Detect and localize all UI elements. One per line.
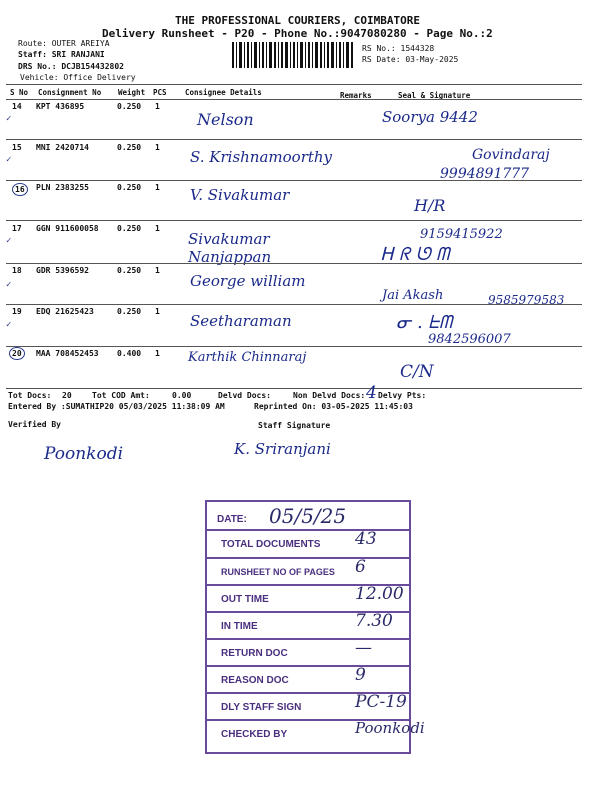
stamp-row-out-time	[207, 584, 409, 613]
stamp-row-return-doc	[207, 638, 409, 667]
stamp-row-total-documents	[207, 529, 409, 559]
row-signature-phone: 9994891777	[440, 166, 530, 182]
row-pcs: 1	[155, 143, 160, 152]
row-signature: Govindaraj	[472, 147, 550, 163]
row-consignment: MAA 708452453	[36, 349, 99, 358]
row-consignee: Nelson	[197, 110, 254, 129]
row-consignment: EDQ 21625423	[36, 307, 94, 316]
check-mark-icon: ✓	[6, 155, 12, 165]
staff-label: Staff: SRI RANJANI	[18, 50, 105, 59]
office-stamp	[205, 500, 425, 754]
row-pcs: 1	[155, 307, 160, 316]
table-bottom-rule	[6, 388, 582, 389]
stamp-row-label: IN TIME	[221, 621, 258, 632]
table-header-rule	[6, 99, 582, 100]
stamp-row-label: CHECKED BY	[221, 729, 288, 740]
row-sno: 15	[12, 143, 22, 152]
cod-value: 0.00	[172, 391, 192, 400]
rs-date: RS Date: 03-May-2025	[362, 55, 459, 64]
barcode	[232, 42, 354, 68]
entered-by: Entered By :SUMATHIP20 05/03/2025 11:38:09 AM	[8, 402, 225, 411]
vehicle-label: Vehicle: Office Delivery	[20, 73, 136, 82]
row-weight: 0.250	[117, 224, 142, 233]
stamp-row-reason-doc	[207, 665, 409, 694]
col-consignee: Consignee Details	[185, 88, 262, 97]
stamp-row-label: REASON DOC	[221, 675, 289, 686]
stamp-row-checked-by	[207, 719, 425, 752]
verified-by-label: Verified By	[8, 420, 61, 429]
col-pcs: PCS	[153, 88, 167, 97]
col-sno: S No	[10, 88, 29, 97]
row-weight: 0.400	[117, 349, 142, 358]
row-consignment: GGN 911600058	[36, 224, 99, 233]
table-top-rule	[6, 84, 582, 85]
row-pcs: 1	[155, 102, 160, 111]
row-consignee: S. Krishnamoorthy	[190, 148, 333, 166]
row-consignee: V. Sivakumar	[190, 186, 290, 204]
stamp-row-value: 43	[355, 529, 377, 549]
stamp-row-in-time	[207, 611, 409, 640]
row-remark-cn: C/N	[400, 362, 434, 382]
col-weight: Weight	[118, 88, 146, 97]
stamp-row-label: OUT TIME	[221, 594, 269, 605]
row-sno: 18	[12, 266, 22, 275]
check-mark-icon: ✓	[6, 236, 12, 246]
stamp-row-value: 12.00	[355, 584, 404, 604]
row-consignee: Sivakumar Nanjappan	[188, 230, 272, 266]
check-mark-icon: ✓	[6, 280, 12, 290]
row-signature-phone: 9842596007	[428, 332, 511, 347]
row-weight: 0.250	[117, 307, 142, 316]
stamp-row-label: RUNSHEET NO OF PAGES	[221, 567, 335, 577]
row-sno: 19	[12, 307, 22, 316]
stamp-row-staff-sign	[207, 692, 409, 721]
cod-label: Tot COD Amt:	[92, 391, 150, 400]
row-divider	[6, 180, 582, 181]
rs-no: RS No.: 1544328	[362, 44, 435, 53]
row-consignee: Seetharaman	[190, 312, 292, 330]
row-consignment: KPT 436895	[36, 102, 85, 111]
barcode-graphic	[232, 42, 354, 68]
row-weight: 0.250	[117, 102, 142, 111]
stamp-row-value: 9	[355, 665, 366, 685]
staff-signature: K. Sriranjani	[234, 440, 331, 458]
stamp-row-pages	[207, 557, 409, 586]
row-signature: H/R	[414, 196, 446, 215]
col-remarks: Remarks	[340, 91, 372, 100]
row-divider	[6, 220, 582, 221]
reprinted-on: Reprinted On: 03-05-2025 11:45:03	[254, 402, 413, 411]
row-sno: 17	[12, 224, 22, 233]
stamp-row-value: 7.30	[355, 611, 393, 631]
tot-docs-value: 20	[62, 391, 72, 400]
row-weight: 0.250	[117, 143, 142, 152]
stamp-row-label: TOTAL DOCUMENTS	[221, 539, 321, 550]
row-signature: Soorya 9442	[382, 108, 478, 126]
tot-docs-label: Tot Docs:	[8, 391, 52, 400]
row-consignee: Karthik Chinnaraj	[188, 350, 307, 365]
row-signature: 9159415922	[420, 227, 503, 242]
row-consignment: GDR 5396592	[36, 266, 89, 275]
row-divider	[6, 139, 582, 140]
row-pcs: 1	[155, 183, 160, 192]
stamp-date-label: DATE:	[217, 514, 247, 525]
row-pcs: 1	[155, 224, 160, 233]
stamp-row-label: RETURN DOC	[221, 648, 288, 659]
non-delvd-label: Non Delvd Docs:	[293, 391, 366, 400]
company-title: THE PROFESSIONAL COURIERS, COIMBATORE	[175, 14, 421, 27]
row-pcs: 1	[155, 349, 160, 358]
check-mark-icon: ✓	[6, 320, 12, 330]
row-consignment: MNI 2420714	[36, 143, 89, 152]
check-mark-icon: ✓	[6, 114, 12, 124]
col-consignment: Consignment No	[38, 88, 102, 97]
route-label: Route: OUTER AREIYA	[18, 39, 110, 48]
row-sno-circled: 16	[12, 183, 28, 196]
delvd-docs-label: Delvd Docs:	[218, 391, 271, 400]
row-signature: Jai Akash	[382, 288, 444, 303]
stamp-row-value: PC-19	[355, 692, 407, 712]
delvy-pts-label: Delvy Pts:	[378, 391, 427, 400]
row-weight: 0.250	[117, 266, 142, 275]
row-divider	[6, 346, 582, 347]
row-signature-phone: 9585979583	[488, 293, 565, 307]
stamp-row-value: Poonkodi	[355, 719, 425, 737]
stamp-row-value: 6	[355, 557, 366, 577]
signature-scribble: ᕼ ᖇ ᘎ ᗰ	[380, 244, 450, 265]
row-divider	[6, 304, 582, 305]
row-divider	[6, 263, 582, 264]
stamp-date-value: 05/5/25	[269, 504, 347, 528]
stamp-row-value: —	[355, 638, 372, 658]
row-sno-circled: 20	[9, 347, 25, 360]
row-weight: 0.250	[117, 183, 142, 192]
drs-no: DRS No.: DCJB154432802	[18, 62, 124, 71]
signature-scribble: ᓂ . ᖶᗰ	[396, 312, 453, 333]
non-delvd-value: 4	[366, 383, 377, 403]
stamp-row-label: DLY STAFF SIGN	[221, 702, 302, 713]
row-pcs: 1	[155, 266, 160, 275]
verified-signature: Poonkodi	[44, 444, 124, 464]
col-seal-signature: Seal & Signature	[398, 91, 471, 100]
runsheet-title: Delivery Runsheet - P20 - Phone No.:9047080280 - Page No.:2	[102, 27, 493, 40]
row-sno: 14	[12, 102, 22, 111]
row-consignee: George william	[190, 272, 306, 290]
staff-signature-label: Staff Signature	[258, 421, 331, 430]
row-consignment: PLN 2383255	[36, 183, 89, 192]
